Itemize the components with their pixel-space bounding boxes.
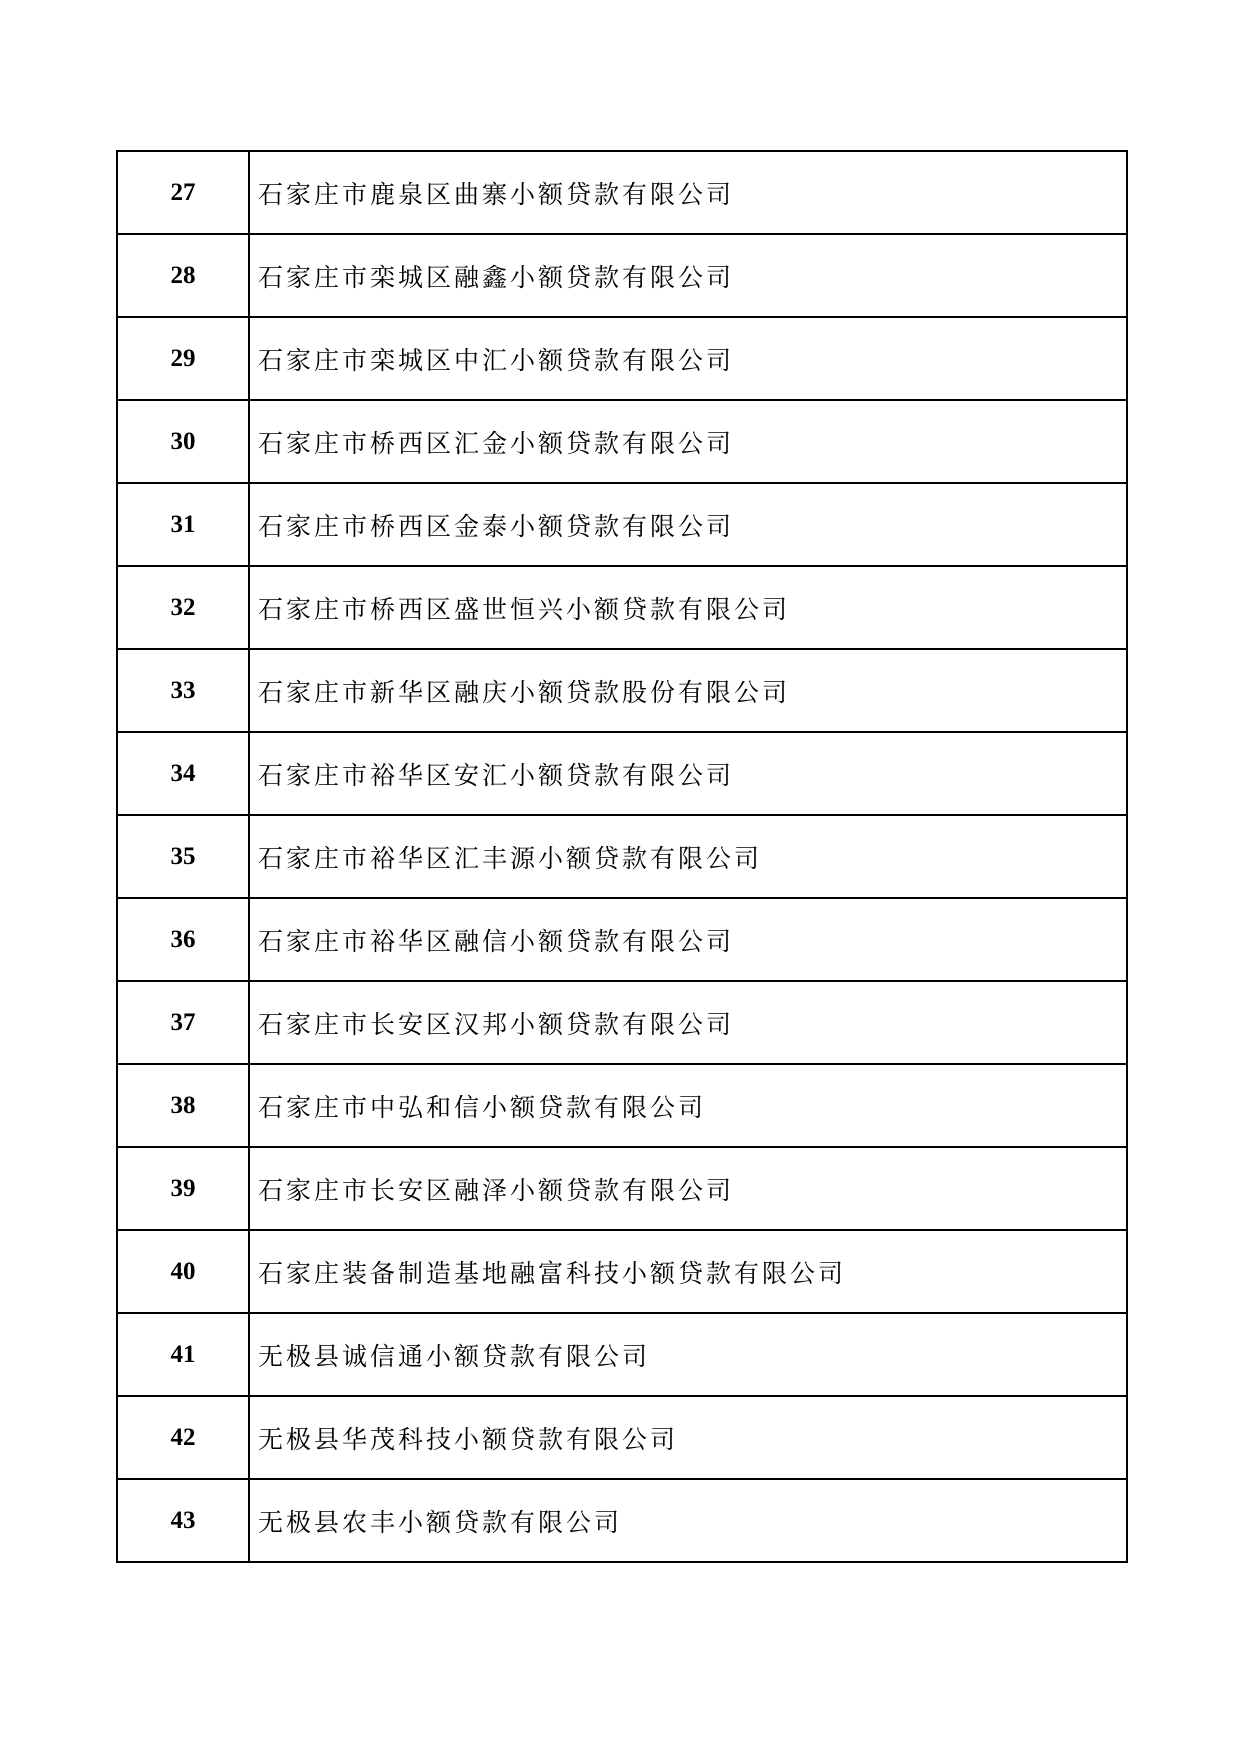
row-number: 35 bbox=[118, 816, 250, 899]
table-row bbox=[118, 650, 1128, 733]
table-row bbox=[118, 567, 1128, 650]
table-row bbox=[118, 318, 1128, 401]
company-name: 石家庄市桥西区汇金小额贷款有限公司 bbox=[250, 401, 1128, 484]
company-name: 石家庄市桥西区金泰小额贷款有限公司 bbox=[250, 484, 1128, 567]
row-number: 28 bbox=[118, 235, 250, 318]
company-name: 石家庄市栾城区融鑫小额贷款有限公司 bbox=[250, 235, 1128, 318]
row-number: 31 bbox=[118, 484, 250, 567]
company-name: 石家庄市新华区融庆小额贷款股份有限公司 bbox=[250, 650, 1128, 733]
table-row bbox=[118, 1480, 1128, 1563]
table-row bbox=[118, 1231, 1128, 1314]
row-number: 27 bbox=[118, 152, 250, 235]
row-number: 39 bbox=[118, 1148, 250, 1231]
row-number: 42 bbox=[118, 1397, 250, 1480]
company-name: 石家庄市裕华区融信小额贷款有限公司 bbox=[250, 899, 1128, 982]
company-name: 无极县农丰小额贷款有限公司 bbox=[250, 1480, 1128, 1563]
row-number: 30 bbox=[118, 401, 250, 484]
row-number: 33 bbox=[118, 650, 250, 733]
table-row bbox=[118, 1397, 1128, 1480]
row-number: 29 bbox=[118, 318, 250, 401]
row-number: 37 bbox=[118, 982, 250, 1065]
table-row bbox=[118, 816, 1128, 899]
company-table bbox=[116, 150, 1128, 1563]
table-row bbox=[118, 484, 1128, 567]
company-name: 石家庄市裕华区汇丰源小额贷款有限公司 bbox=[250, 816, 1128, 899]
table-row bbox=[118, 1065, 1128, 1148]
company-name: 石家庄市鹿泉区曲寨小额贷款有限公司 bbox=[250, 152, 1128, 235]
table-row bbox=[118, 235, 1128, 318]
company-name: 无极县华茂科技小额贷款有限公司 bbox=[250, 1397, 1128, 1480]
table-row bbox=[118, 1148, 1128, 1231]
table-row bbox=[118, 401, 1128, 484]
row-number: 32 bbox=[118, 567, 250, 650]
company-name: 石家庄市桥西区盛世恒兴小额贷款有限公司 bbox=[250, 567, 1128, 650]
table-row bbox=[118, 733, 1128, 816]
company-name: 石家庄市长安区融泽小额贷款有限公司 bbox=[250, 1148, 1128, 1231]
table-row bbox=[118, 899, 1128, 982]
row-number: 36 bbox=[118, 899, 250, 982]
row-number: 41 bbox=[118, 1314, 250, 1397]
company-name: 石家庄装备制造基地融富科技小额贷款有限公司 bbox=[250, 1231, 1128, 1314]
row-number: 43 bbox=[118, 1480, 250, 1563]
company-name: 石家庄市裕华区安汇小额贷款有限公司 bbox=[250, 733, 1128, 816]
company-name: 石家庄市中弘和信小额贷款有限公司 bbox=[250, 1065, 1128, 1148]
table-row bbox=[118, 982, 1128, 1065]
company-name: 无极县诚信通小额贷款有限公司 bbox=[250, 1314, 1128, 1397]
row-number: 34 bbox=[118, 733, 250, 816]
row-number: 40 bbox=[118, 1231, 250, 1314]
row-number: 38 bbox=[118, 1065, 250, 1148]
company-name: 石家庄市长安区汉邦小额贷款有限公司 bbox=[250, 982, 1128, 1065]
table-row bbox=[118, 152, 1128, 235]
company-name: 石家庄市栾城区中汇小额贷款有限公司 bbox=[250, 318, 1128, 401]
table-row bbox=[118, 1314, 1128, 1397]
